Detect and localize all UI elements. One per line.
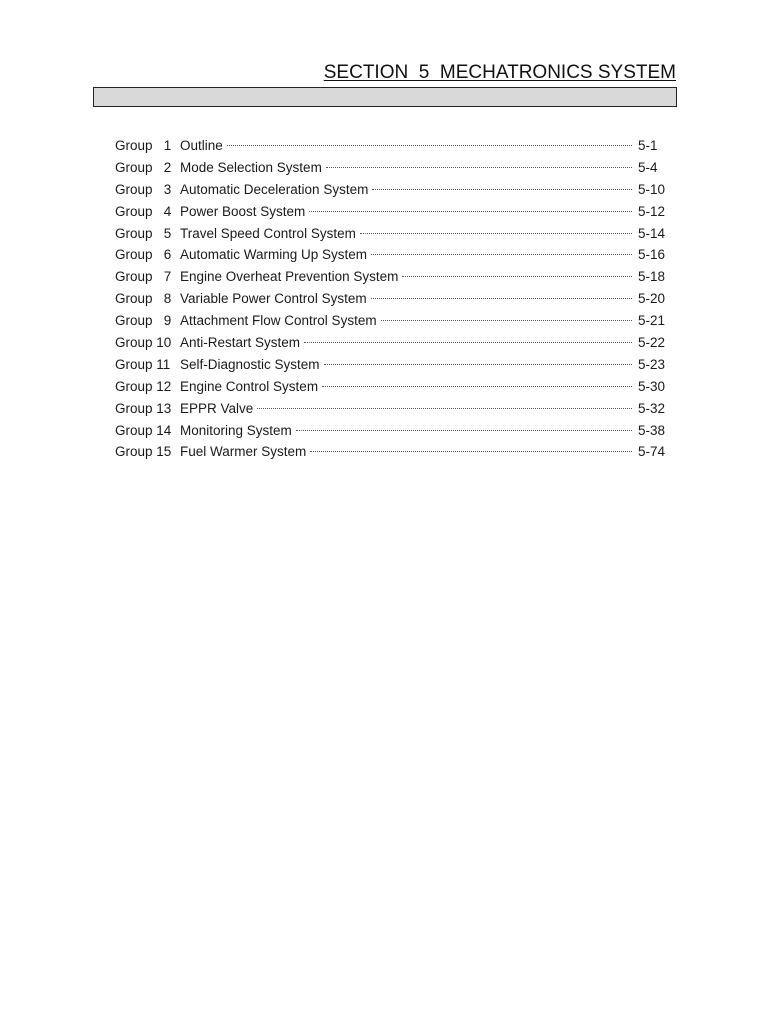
- toc-group-label: Group 2: [115, 159, 172, 175]
- toc-entry-title: Anti-Restart System: [180, 335, 301, 351]
- dot-leader: [310, 451, 632, 452]
- toc-row[interactable]: [115, 288, 668, 310]
- dot-leader: [371, 298, 632, 299]
- toc-row[interactable]: [115, 441, 668, 463]
- toc-group-label: Group 3: [115, 181, 172, 197]
- section-title: SECTION 5 MECHATRONICS SYSTEM: [323, 62, 676, 83]
- toc-page-number: 5-16: [638, 247, 666, 263]
- toc-page-number: 5-21: [638, 313, 666, 329]
- toc-page-number: 5-10: [638, 181, 666, 197]
- toc-row[interactable]: [115, 376, 668, 398]
- toc-entry-title: Power Boost System: [180, 203, 306, 219]
- toc-group-label: Group 8: [115, 291, 172, 307]
- dot-leader: [257, 408, 632, 409]
- toc-page-number: 5-74: [638, 444, 666, 460]
- toc-page-number: 5-22: [638, 335, 666, 351]
- toc-row[interactable]: [115, 354, 668, 376]
- toc-entry-title: Travel Speed Control System: [180, 225, 356, 241]
- toc-entry-title: EPPR Valve: [180, 400, 254, 416]
- dot-leader: [402, 276, 632, 277]
- toc-page-number: 5-18: [638, 269, 666, 285]
- toc-entry-title: Engine Control System: [180, 378, 319, 394]
- dot-leader: [371, 254, 632, 255]
- toc-page-number: 5-12: [638, 203, 666, 219]
- toc-entry-title: Variable Power Control System: [180, 291, 367, 307]
- toc-row[interactable]: [115, 420, 668, 442]
- toc-page-number: 5-20: [638, 291, 666, 307]
- dot-leader: [227, 145, 632, 146]
- table-of-contents: [115, 135, 668, 463]
- toc-page-number: 5-32: [638, 400, 666, 416]
- dot-leader: [381, 320, 632, 321]
- toc-page-number: 5-1: [638, 138, 658, 153]
- toc-entry-title: Mode Selection System: [180, 159, 322, 175]
- toc-page-number: 5-30: [638, 378, 666, 394]
- toc-group-label: Group 12: [115, 378, 172, 394]
- toc-group-label: Group 13: [115, 400, 172, 416]
- toc-group-label: Group 10: [115, 335, 172, 351]
- toc-row[interactable]: [115, 332, 668, 354]
- dot-leader: [296, 430, 632, 431]
- toc-page-number: 5-4: [638, 159, 658, 175]
- toc-group-label: Group 11: [115, 356, 171, 372]
- toc-page-number: 5-14: [638, 225, 666, 241]
- dot-leader: [309, 211, 632, 212]
- toc-page-number: 5-38: [638, 422, 666, 438]
- toc-entry-title: Self-Diagnostic System: [180, 356, 320, 372]
- toc-group-label: Group 1: [115, 138, 172, 153]
- dot-leader: [322, 386, 632, 387]
- dot-leader: [304, 342, 632, 343]
- toc-row[interactable]: [115, 179, 668, 201]
- toc-group-label: Group 7: [115, 269, 172, 285]
- toc-row[interactable]: [115, 310, 668, 332]
- dot-leader: [326, 167, 632, 168]
- toc-entry-title: Attachment Flow Control System: [180, 313, 377, 329]
- toc-row[interactable]: [115, 201, 668, 223]
- toc-row[interactable]: [115, 244, 668, 266]
- toc-group-label: Group 4: [115, 203, 172, 219]
- toc-group-label: Group 6: [115, 247, 172, 263]
- toc-entry-title: Automatic Deceleration System: [180, 181, 369, 197]
- toc-group-label: Group 14: [115, 422, 172, 438]
- toc-row[interactable]: [115, 398, 668, 420]
- toc-row[interactable]: [115, 135, 668, 157]
- toc-entry-title: Outline: [180, 138, 223, 153]
- toc-row[interactable]: [115, 223, 668, 245]
- dot-leader: [324, 364, 632, 365]
- toc-group-label: Group 5: [115, 225, 172, 241]
- toc-entry-title: Fuel Warmer System: [180, 444, 307, 460]
- toc-group-label: Group 15: [115, 444, 172, 460]
- dot-leader: [360, 233, 632, 234]
- toc-page-number: 5-23: [638, 356, 666, 372]
- title-bar: [93, 87, 677, 107]
- toc-row[interactable]: [115, 157, 668, 179]
- toc-entry-title: Monitoring System: [180, 422, 292, 438]
- dot-leader: [372, 189, 632, 190]
- toc-entry-title: Engine Overheat Prevention System: [180, 269, 399, 285]
- toc-entry-title: Automatic Warming Up System: [180, 247, 368, 263]
- toc-row[interactable]: [115, 266, 668, 288]
- toc-group-label: Group 9: [115, 313, 172, 329]
